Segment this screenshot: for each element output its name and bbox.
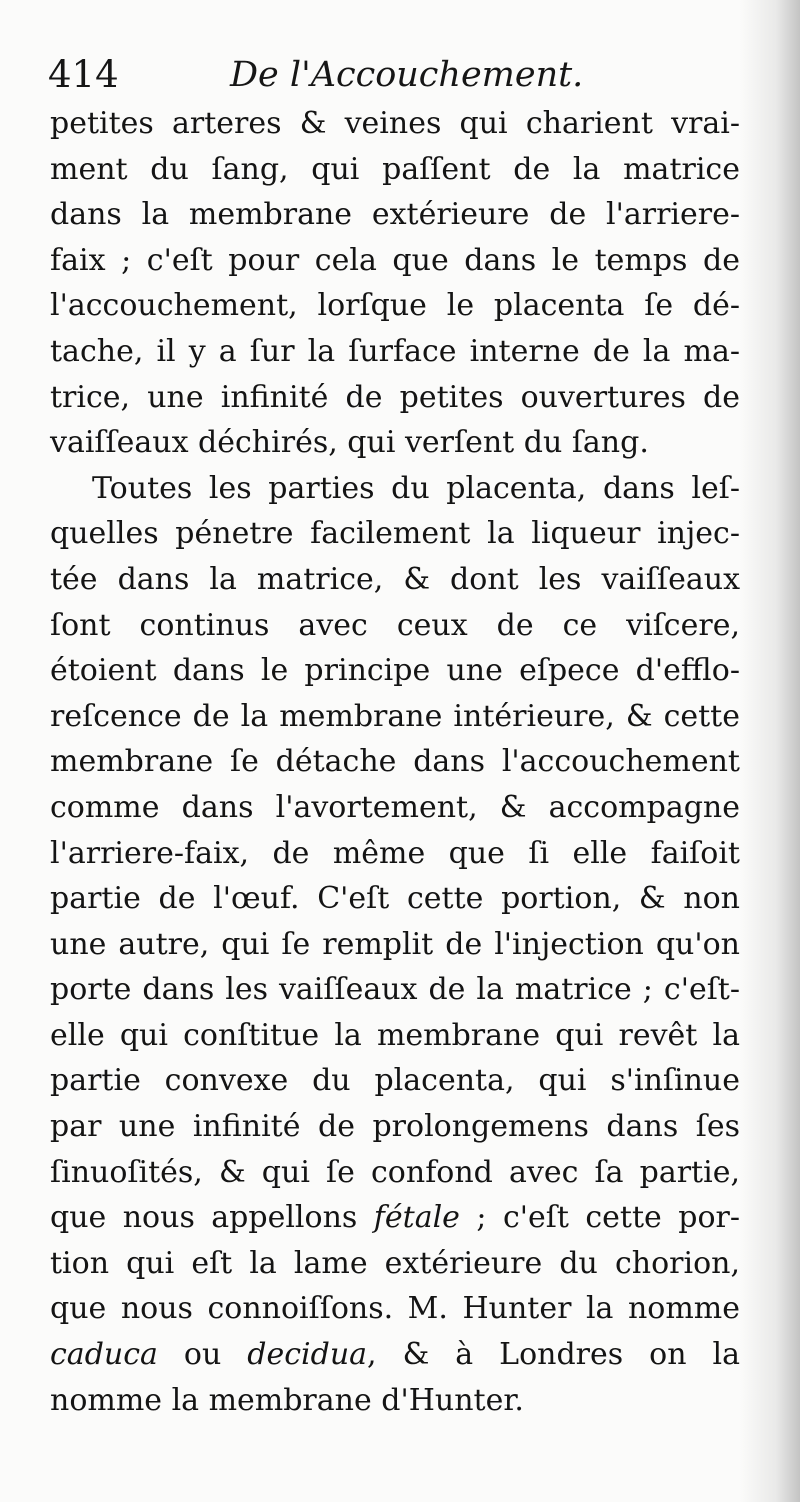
text-line: membrane ſe détache dans l'accouchement	[50, 744, 740, 780]
text-line: tache, il y a ſur la ſurface interne de la ma-	[50, 333, 740, 369]
text-line: l'accouchement, lorſque le placenta ſe dé-	[50, 288, 740, 324]
text-line: l'arriere-faix, de même que ſi elle faiſoit	[50, 835, 740, 871]
text-line: une autre, qui ſe remplit de l'injection qu'on	[50, 926, 740, 962]
text-segment: que nous appellons	[50, 1200, 358, 1236]
text-line: porte dans les vaiſſeaux de la matrice ; c'eſt-	[50, 972, 740, 1008]
text-line: petites arteres & veines qui charient vrai-	[50, 106, 740, 141]
page-gutter-shadow	[740, 0, 800, 1502]
body-text	[50, 101, 740, 1423]
text-line: étoient dans le principe une eſpece d'efflo-	[50, 653, 740, 689]
text-line: ſinuoſités, & qui ſe confond avec ſa partie,	[50, 1154, 740, 1190]
text-line: vaiſſeaux déchirés, qui verſent du ſang.	[50, 425, 649, 461]
text-segment: ; c'eſt cette por-	[459, 1200, 740, 1236]
text-line: elle qui conſtitue la membrane qui revêt la	[50, 1017, 740, 1053]
paragraph-first-line: Toutes les parties du placenta, dans leſ-	[92, 470, 740, 506]
text-line: que nous connoiſſons. M. Hunter la nomme	[50, 1291, 740, 1327]
text-segment: , & à Londres on la	[367, 1337, 740, 1373]
text-line: quelles pénetre facilement la liqueur injec-	[50, 516, 740, 552]
text-line: partie de l'œuf. C'eſt cette portion, & non	[50, 881, 740, 917]
text-line: reſcence de la membrane intérieure, & cette	[50, 698, 740, 734]
text-line: nomme la membrane d'Hunter.	[50, 1382, 524, 1418]
italic-term-caduca: caduca	[50, 1337, 158, 1373]
page-header	[45, 52, 745, 102]
text-line: tée dans la matrice, & dont les vaiſſeaux	[50, 561, 740, 597]
text-line	[50, 1195, 740, 1241]
text-line: trice, une infinité de petites ouvertures de	[50, 379, 740, 415]
italic-term-decidua: decidua	[247, 1337, 368, 1373]
running-title: De l'Accouchement.	[230, 55, 584, 95]
text-line: faix ; c'eſt pour cela que dans le temps de	[50, 242, 740, 278]
text-line: partie convexe du placenta, qui s'inſinue	[50, 1063, 740, 1099]
text-line: comme dans l'avortement, & accompagne	[50, 789, 740, 825]
text-line: ſont continus avec ceux de ce viſcere,	[50, 607, 740, 643]
text-line: tion qui eſt la lame extérieure du chorion,	[50, 1245, 740, 1281]
text-line	[50, 1332, 740, 1378]
text-segment: ou	[157, 1337, 248, 1373]
text-line: ment du ſang, qui paſſent de la matrice	[50, 151, 740, 187]
text-line: par une infinité de prolongemens dans ſes	[50, 1109, 740, 1145]
italic-term-fetale: fétale	[373, 1200, 460, 1236]
text-line: dans la membrane extérieure de l'arriere-	[50, 197, 740, 233]
page-number: 414	[48, 53, 119, 96]
